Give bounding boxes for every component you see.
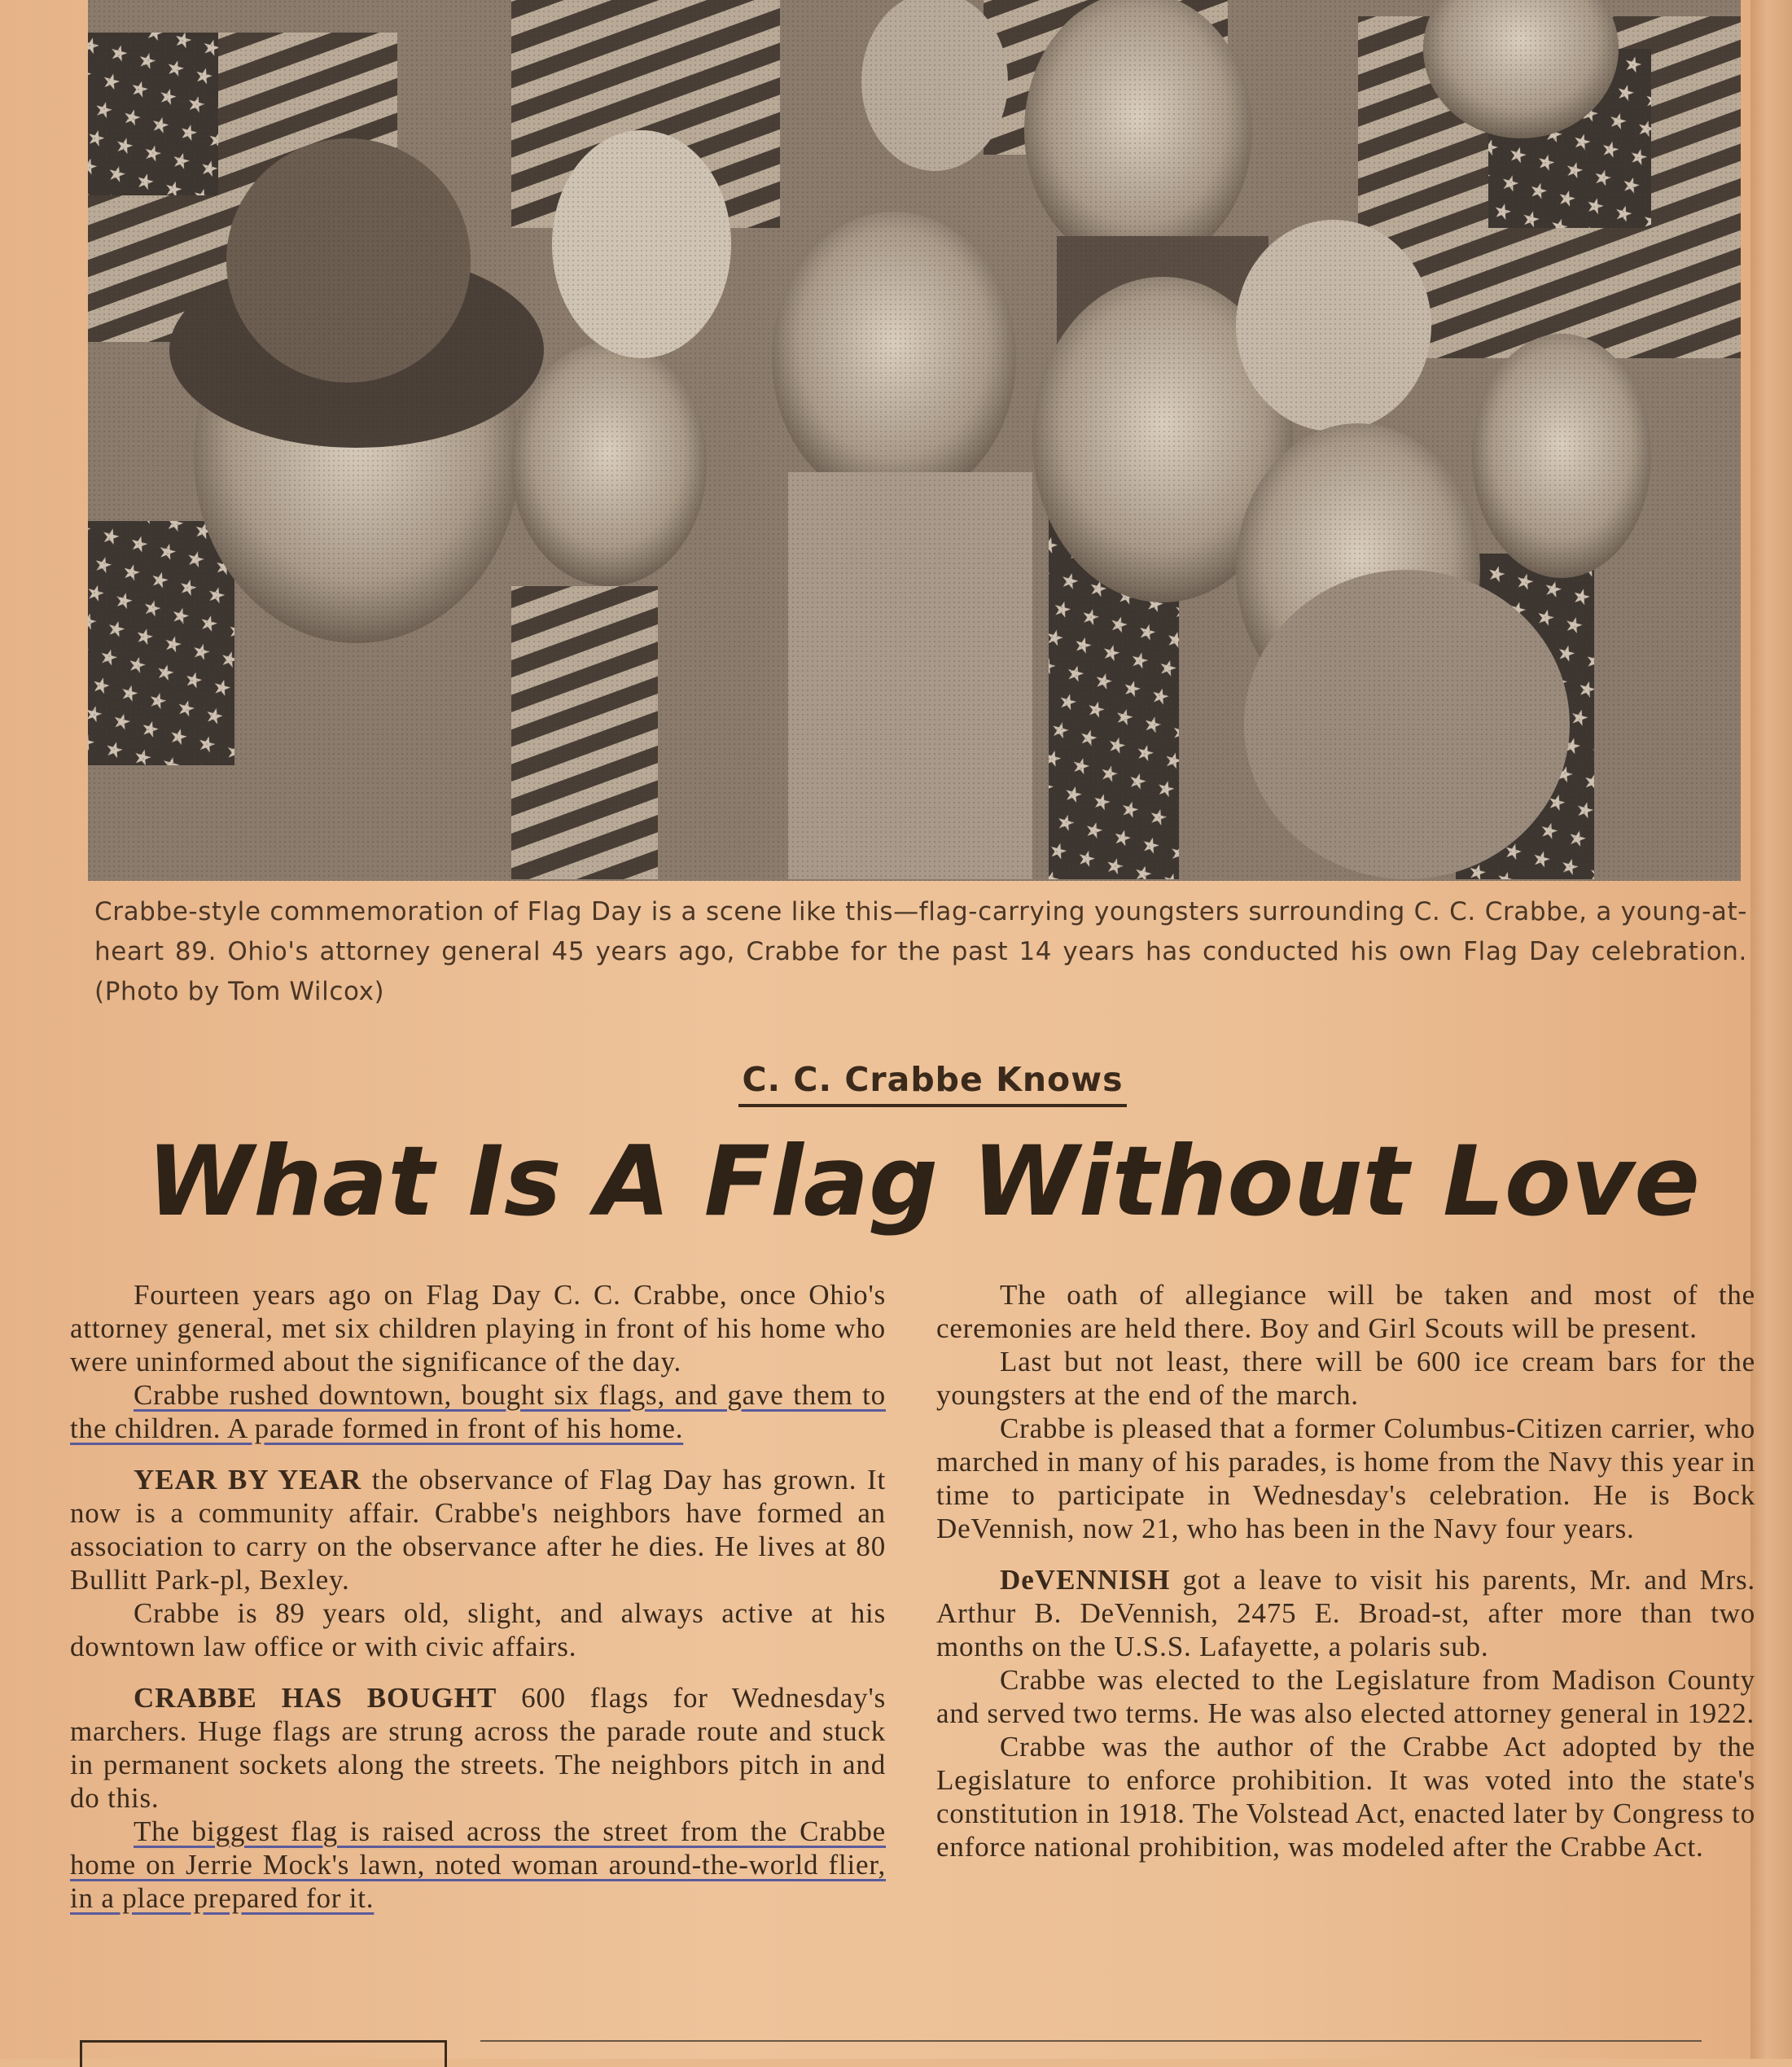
lead-in: CRABBE HAS BOUGHT — [134, 1682, 497, 1714]
underlined-text: The biggest flag is raised across the street from the Crabbe home on Jerrie Mock's lawn, noted woman around-the-world flier, in a place prepared for it. — [70, 1815, 886, 1914]
article-column-right — [936, 1278, 1755, 1863]
underlined-text: Crabbe rushed downtown, bought six flags, and gave them to the children. A parade formed in front of his home. — [70, 1379, 886, 1444]
kicker-heading: C. C. Crabbe Knows — [738, 1060, 1126, 1107]
column-rule — [480, 2040, 1702, 2043]
next-article-border — [80, 2040, 447, 2067]
paragraph-body: the observance of Flag Day has grown. It now is a community affair. Crabbe's neighbors have formed an association to carry on the observance after he dies. He lives at 80 Bullitt Park-pl, Bexley. — [70, 1464, 886, 1596]
paragraph — [70, 1815, 886, 1915]
news-photo — [88, 0, 1741, 881]
paragraph: Fourteen years ago on Flag Day C. C. Crabbe, once Ohio's attorney general, met six children playing in front of his home who were uninformed about the significance of the day. — [70, 1279, 886, 1377]
headline: What Is A Flag Without Love — [147, 1126, 1700, 1238]
photo-illustration — [88, 0, 1741, 881]
paragraph — [936, 1563, 1755, 1663]
paragraph: Crabbe is pleased that a former Columbus-Citizen carrier, who marched in many of his parades, is home from the Navy this year in time to participate in Wednesday's celebration. He is Bock DeVennish, now 21, who has been in the Navy four years. — [936, 1412, 1755, 1544]
paragraph: The oath of allegiance will be taken and most of the ceremonies are held there. Boy and Girl Scouts will be present. — [936, 1279, 1755, 1344]
photo-caption: Crabbe-style commemoration of Flag Day is a scene like this—flag-carrying youngsters surrounding C. C. Crabbe, a young-at-heart 89. Ohio's attorney general 45 years ago, Crabbe for the past 14 years has conducted his own Flag Day celebration. (Photo by Tom Wilcox) — [94, 897, 1747, 1006]
lead-in: DeVENNISH — [1000, 1564, 1171, 1596]
paragraph — [70, 1681, 886, 1815]
paragraph — [70, 1463, 886, 1596]
paragraph-body: 600 flags for Wednesday's marchers. Huge flags are strung across the parade route and stuck in permanent sockets along the streets. The neighbors pitch in and do this. — [70, 1682, 886, 1814]
kicker-container — [0, 1060, 1792, 1107]
lead-in: YEAR BY YEAR — [134, 1464, 362, 1496]
paragraph: Crabbe is 89 years old, slight, and always active at his downtown law office or with civic affairs. — [70, 1597, 886, 1662]
paragraph: Last but not least, there will be 600 ice cream bars for the youngsters at the end of the march. — [936, 1346, 1755, 1411]
paragraph: Crabbe was elected to the Legislature from Madison County and served two terms. He was also elected attorney general in 1922. — [936, 1664, 1755, 1729]
paragraph — [70, 1378, 886, 1445]
paper-fold-edge — [1750, 0, 1792, 2059]
paragraph: Crabbe was the author of the Crabbe Act adopted by the Legislature to enforce prohibition. It was voted into the state's constitution in 1918. The Volstead Act, enacted later by Congress to enforce national prohibition, was modeled after the Crabbe Act. — [936, 1731, 1755, 1863]
paragraph-body: got a leave to visit his parents, Mr. and Mrs. Arthur B. DeVennish, 2475 E. Broad-st, after more than two months on the U.S.S. Lafayette, a polaris sub. — [936, 1564, 1755, 1662]
article-column-left — [70, 1278, 886, 1915]
